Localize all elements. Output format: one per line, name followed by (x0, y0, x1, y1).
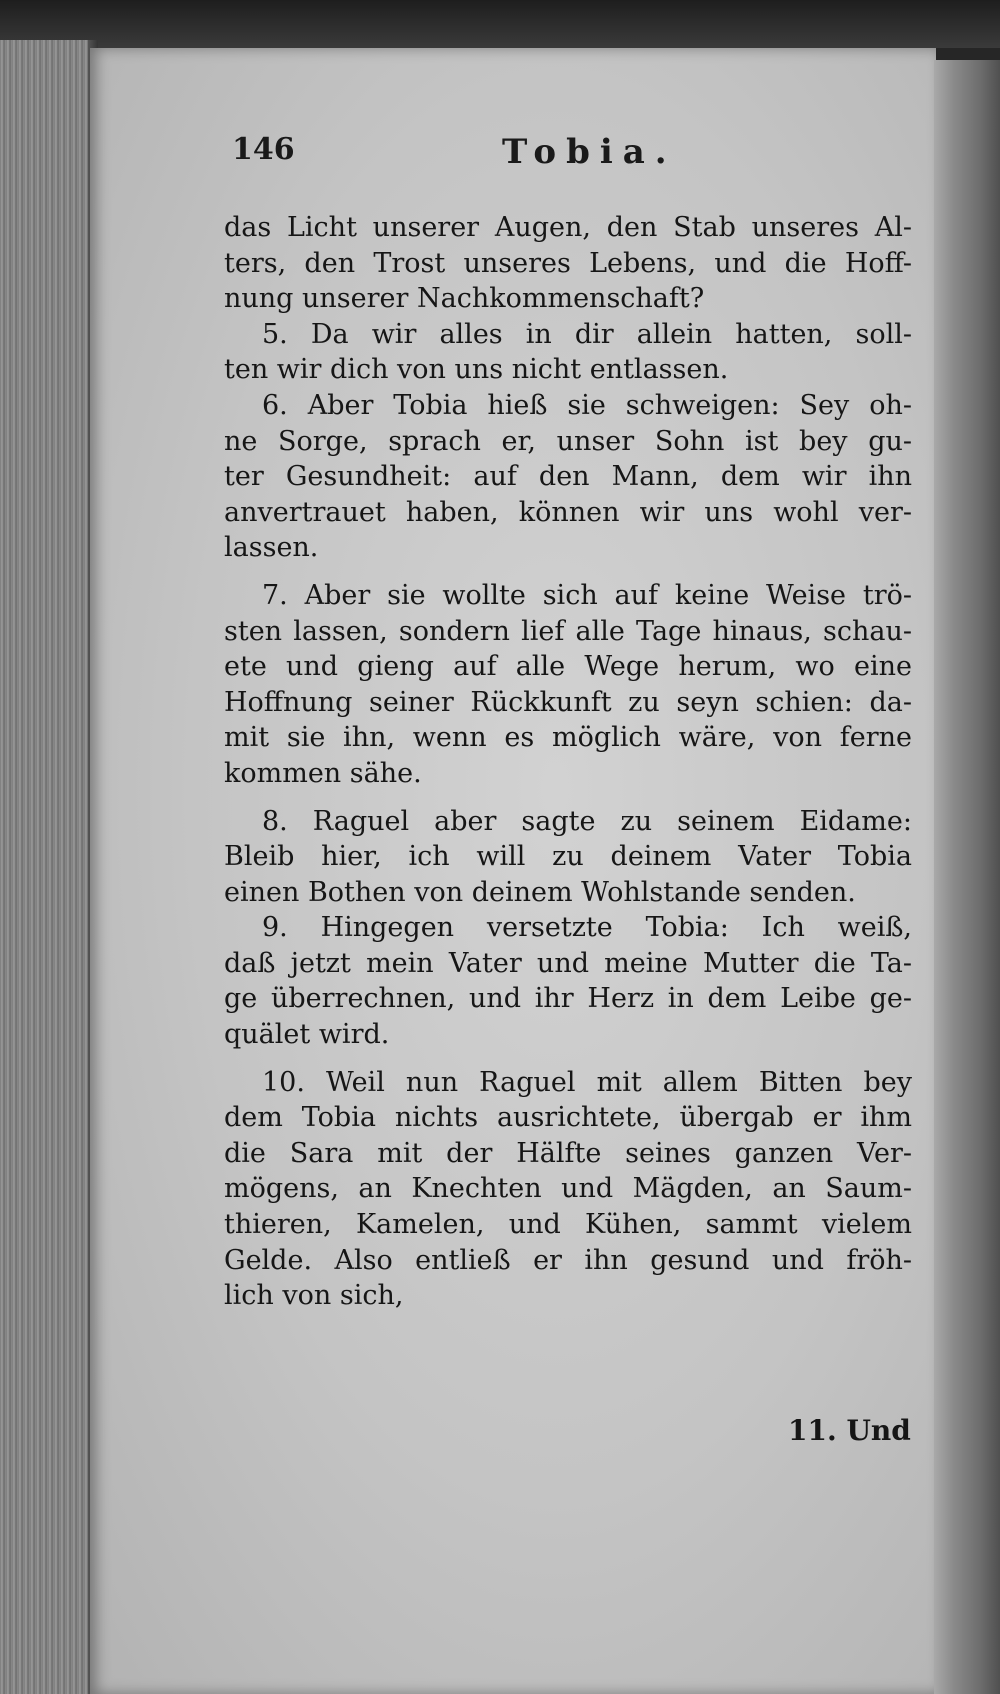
text-line: thieren, Kamelen, und Kühen, sammt vielem (224, 1209, 912, 1241)
text-line: quälet wird. (224, 1019, 390, 1051)
verse-7 (224, 578, 912, 792)
text-line: nung unserer Nachkommenschaft? (224, 283, 705, 315)
text-line: Hoffnung seiner Rückkunft zu seyn schien: da- (224, 686, 912, 718)
running-head: Tobia. (502, 132, 677, 172)
text-line: sten lassen, sondern lief alle Tage hinaus, schau- (224, 615, 912, 647)
text-line: ge überrechnen, und ihr Herz in dem Leibe ge- (224, 983, 912, 1015)
text-line: mögens, an Knechten und Mägden, an Saum- (224, 1173, 912, 1205)
verse-6 (224, 388, 912, 566)
scan-background-top (0, 0, 1000, 48)
page-edge-right (934, 60, 1000, 1694)
text-line: kommen sähe. (224, 757, 422, 789)
text-line: 5. Da wir alles in dir allein hatten, soll- (262, 318, 912, 350)
text-line: 6. Aber Tobia hieß sie schweigen: Sey oh- (262, 389, 912, 421)
text-line: das Licht unserer Augen, den Stab unseres Al- (224, 212, 912, 243)
catchword: 11. Und (788, 1414, 911, 1447)
text-line: mit sie ihn, wenn es möglich wäre, von ferne (224, 722, 912, 754)
text-line: anvertrauet haben, können wir uns wohl ver- (224, 496, 912, 528)
text-line: ete und gieng auf alle Wege herum, wo eine (224, 651, 912, 683)
text-line: dem Tobia nichts ausrichtete, übergab er ihm (224, 1102, 912, 1134)
text-line: ne Sorge, sprach er, unser Sohn ist bey gu- (224, 425, 912, 457)
text-line: Gelde. Also entließ er ihn gesund und fröh- (224, 1244, 912, 1276)
text-line: ter Gesundheit: auf den Mann, dem wir ihn (224, 461, 912, 493)
text-line: 7. Aber sie wollte sich auf keine Weise trö- (262, 579, 912, 611)
verse-9 (224, 910, 912, 1052)
text-line: Bleib hier, ich will zu deinem Vater Tobia (224, 841, 912, 873)
text-line: 10. Weil nun Raguel mit allem Bitten bey (262, 1066, 912, 1098)
text-line: die Sara mit der Hälfte seines ganzen Ver- (224, 1137, 912, 1169)
text-line: ten wir dich von uns nicht entlassen. (224, 354, 729, 386)
text-line: lassen. (224, 532, 319, 564)
text-line: 9. Hingegen versetzte Tobia: Ich weiß, (262, 912, 912, 944)
text-line: einen Bothen von deinem Wohlstande senden. (224, 876, 856, 908)
page-body (224, 210, 912, 1314)
page-edges-left (0, 40, 98, 1694)
text-line: 8. Raguel aber sagte zu seinem Eidame: (262, 805, 912, 837)
text-line: lich von sich, (224, 1280, 404, 1312)
text-line: daß jetzt mein Vater und meine Mutter die Ta- (224, 947, 912, 979)
verse-8 (224, 804, 912, 911)
page-number: 146 (232, 132, 295, 167)
page-header (232, 132, 912, 182)
text-line: ters, den Trost unseres Lebens, und die Hoff- (224, 247, 912, 279)
paragraph-continuation (224, 210, 912, 317)
verse-10 (224, 1065, 912, 1314)
verse-5 (224, 317, 912, 388)
